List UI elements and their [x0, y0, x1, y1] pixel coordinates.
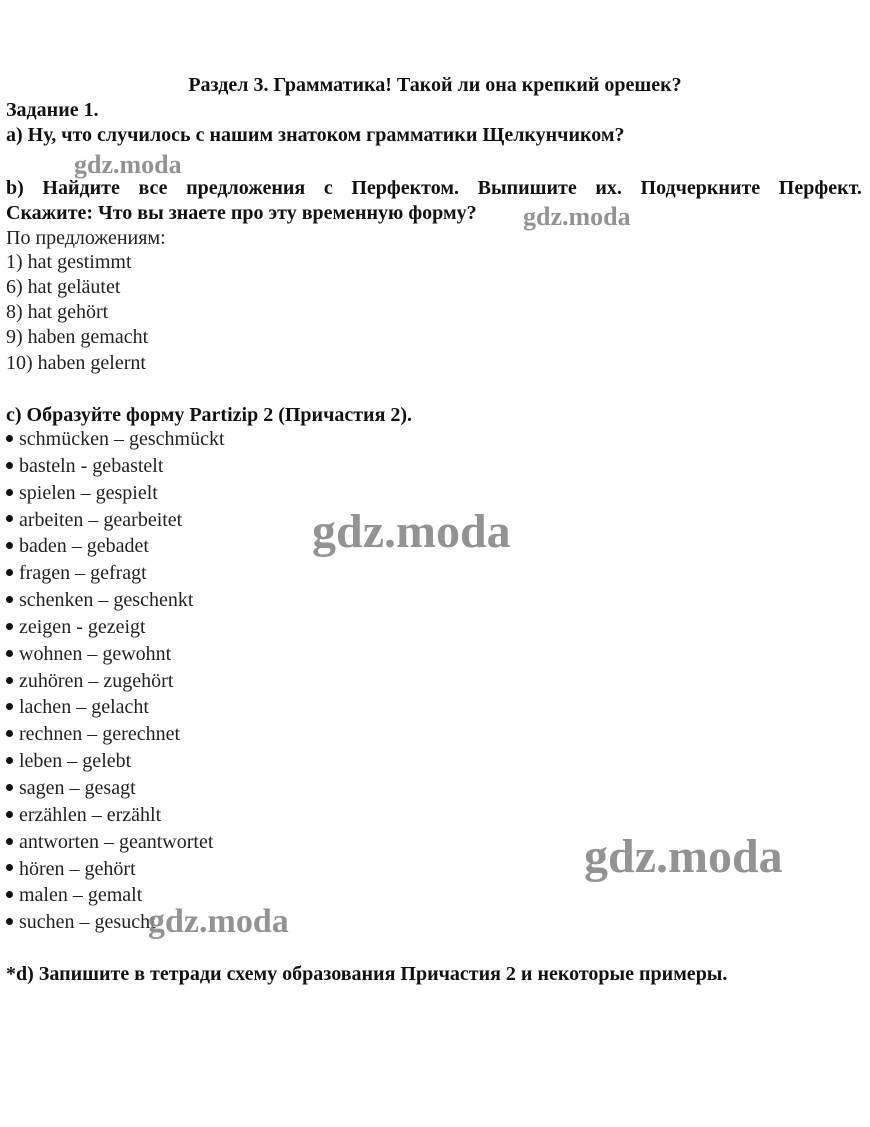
- list-item: antworten – geantwortet: [6, 829, 225, 856]
- part-a-question: a) Ну, что случилось с нашим знатоком грамматики Щелкунчиком?: [6, 124, 625, 146]
- bullet-icon: [6, 596, 13, 603]
- list-item: basteln - gebastelt: [6, 453, 225, 480]
- list-item: zeigen - gezeigt: [6, 614, 225, 641]
- task-label: Задание 1.: [6, 99, 99, 121]
- partizip-list: [6, 426, 225, 936]
- list-item: erzählen – erzählt: [6, 802, 225, 829]
- bullet-icon: [6, 891, 13, 898]
- watermark: gdz.moda: [523, 202, 631, 231]
- list-item: sagen – gesagt: [6, 775, 225, 802]
- bullet-icon: [6, 462, 13, 469]
- watermark: gdz.moda: [148, 903, 289, 940]
- list-item: leben – gelebt: [6, 748, 225, 775]
- perfect-answer: 9) haben gemacht: [6, 326, 149, 348]
- list-item: lachen – gelacht: [6, 694, 225, 721]
- bullet-icon: [6, 784, 13, 791]
- watermark: gdz.moda: [584, 830, 783, 883]
- list-item: schenken – geschenkt: [6, 587, 225, 614]
- bullet-icon: [6, 489, 13, 496]
- bullet-icon: [6, 623, 13, 630]
- part-d-question: *d) Запишите в тетради схему образования Причастия 2 и некоторые примеры.: [6, 963, 728, 985]
- bullet-icon: [6, 730, 13, 737]
- watermark: gdz.moda: [74, 150, 182, 179]
- by-sentences-label: По предложениям:: [6, 227, 166, 249]
- perfect-answer: 6) hat geläutet: [6, 276, 121, 298]
- part-b-question-line2: Скажите: Что вы знаете про эту временную форму?: [6, 202, 477, 224]
- bullet-icon: [6, 757, 13, 764]
- list-item: arbeiten – gearbeitet: [6, 507, 225, 534]
- bullet-icon: [6, 677, 13, 684]
- list-item: zuhören – zugehört: [6, 668, 225, 695]
- bullet-icon: [6, 811, 13, 818]
- part-c-question: c) Образуйте форму Partizip 2 (Причастия 2).: [6, 404, 413, 426]
- perfect-answer: 10) haben gelernt: [6, 352, 146, 374]
- bullet-icon: [6, 435, 13, 442]
- part-b-word: с: [323, 177, 333, 199]
- part-b-word: их.: [595, 177, 622, 199]
- bullet-icon: [6, 864, 13, 871]
- bullet-icon: [6, 542, 13, 549]
- list-item: spielen – gespielt: [6, 480, 225, 507]
- bullet-icon: [6, 515, 13, 522]
- part-b-word: все: [138, 177, 168, 199]
- bullet-icon: [6, 650, 13, 657]
- section-title: Раздел 3. Грамматика! Такой ли она крепкий орешек?: [188, 74, 682, 96]
- list-item: malen – gemalt: [6, 882, 225, 909]
- list-item: schmücken – geschmückt: [6, 426, 225, 453]
- part-b-word: предложения: [186, 177, 306, 199]
- part-b-word: b): [6, 177, 24, 199]
- perfect-answer: 1) hat gestimmt: [6, 251, 132, 273]
- list-item: suchen – gesucht: [6, 909, 225, 936]
- perfect-answer: 8) hat gehört: [6, 301, 109, 323]
- bullet-icon: [6, 569, 13, 576]
- list-item: rechnen – gerechnet: [6, 721, 225, 748]
- list-item: wohnen – gewohnt: [6, 641, 225, 668]
- bullet-icon: [6, 838, 13, 845]
- watermark: gdz.moda: [312, 505, 511, 558]
- part-b-word: Перфект.: [778, 177, 862, 199]
- bullet-icon: [6, 703, 13, 710]
- list-item: hören – gehört: [6, 856, 225, 883]
- part-b-word: Перфектом.: [351, 177, 459, 199]
- bullet-icon: [6, 918, 13, 925]
- part-b-word: Подчеркните: [640, 177, 761, 199]
- part-b-word: Найдите: [42, 177, 120, 199]
- part-b-word: Выпишите: [477, 177, 577, 199]
- list-item: fragen – gefragt: [6, 560, 225, 587]
- list-item: baden – gebadet: [6, 533, 225, 560]
